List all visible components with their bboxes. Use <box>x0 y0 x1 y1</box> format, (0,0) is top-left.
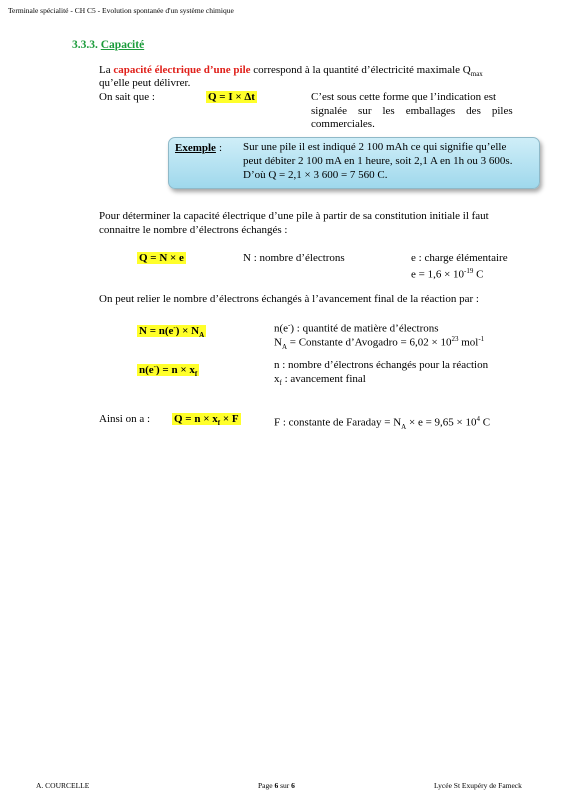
known-note <box>311 91 529 132</box>
section-number: 3.3.3. <box>72 39 98 51</box>
e-value-base: e = 1,6 × 10 <box>411 268 465 281</box>
formula-n-ne-na <box>137 321 206 342</box>
page-header: Terminale spécialité - CH C5 - Evolution spontanée d'un système chimique <box>8 6 234 15</box>
intro-line-2: qu’elle peut délivrer. <box>99 77 191 89</box>
example-colon: : <box>219 142 223 154</box>
relate-text: On peut relier le nombre d’électrons échangés à l’avancement final de la réaction par : <box>99 293 479 305</box>
e-value-unit: C <box>473 268 484 281</box>
f4-sub: f <box>217 419 221 428</box>
known-note-line-2: signalée sur les emballages des piles <box>311 104 513 117</box>
e-value <box>411 265 483 282</box>
footer-page <box>258 781 295 790</box>
intro-rest: correspond à la quantité d’électricité maximale Q <box>250 64 471 76</box>
formula-q-n-e <box>137 252 186 266</box>
na-def-a: N <box>274 336 282 349</box>
formula-ne-n-xf <box>137 360 199 381</box>
formula-q-i-dt-text: Q = I × Δt <box>208 91 255 103</box>
faraday-def-b: × e = 9,65 × 10 <box>406 416 477 429</box>
footer-page-b: sur <box>278 781 292 790</box>
f3-sup: - <box>153 362 157 370</box>
final-label: Ainsi on a : <box>99 413 151 425</box>
na-def-c: mol <box>458 336 479 349</box>
f3-part-a: n(e <box>139 363 154 376</box>
determine-line-2: connaitre le nombre d’électrons échangés : <box>99 224 288 236</box>
example-text <box>243 141 533 182</box>
formula-q-n-e-text: Q = N × e <box>139 252 184 264</box>
formula-q-n-xf-f <box>172 413 241 431</box>
xf-def-a: x <box>274 373 280 385</box>
footer-page-total: 6 <box>291 781 295 790</box>
f4-part-a: Q = n × x <box>174 413 218 425</box>
determine-line-1: Pour déterminer la capacité électrique d’une pile à partir de sa constitution initiale il faut <box>99 210 489 222</box>
faraday-definition <box>274 413 490 434</box>
faraday-def-c: C <box>479 416 491 429</box>
formula-ne-n-xf-text <box>137 364 199 376</box>
example-box <box>168 137 540 189</box>
example-text-line-2: peut débiter 2 100 mA en 1 heure, soit 2,1 A en 1h ou 3 600s. <box>243 154 513 167</box>
n-definition: N : nombre d’électrons <box>243 252 345 264</box>
f2-part-b: ) × N <box>175 324 200 337</box>
f2-sub: A <box>199 330 205 339</box>
n-electrons-definition: n : nombre d’électrons échangés pour la réaction <box>274 359 489 371</box>
intro-sub: max <box>470 70 483 79</box>
intro-prefix: La <box>99 64 114 76</box>
f3-sub: f <box>194 369 198 378</box>
formula-q-i-dt <box>206 91 257 105</box>
na-def-exp: 23 <box>451 335 459 343</box>
na-def-b: = Constante d’Avogadro = 6,02 × 10 <box>287 336 452 349</box>
section-heading <box>72 39 144 51</box>
ne-def-sup: - <box>288 321 291 329</box>
footer-page-num: 6 <box>274 781 279 790</box>
formula-n-ne-na-text <box>137 325 206 337</box>
faraday-def-exp: 4 <box>476 415 480 423</box>
ne-def-b: ) : quantité de matière d’électrons <box>290 322 439 335</box>
na-def-sub: A <box>281 342 288 351</box>
intro-highlight: capacité électrique d’une pile <box>113 64 251 76</box>
ne-def-a: n(e <box>274 322 289 335</box>
known-label: On sait que : <box>99 91 155 103</box>
xf-def-b: : avancement final <box>281 373 366 385</box>
na-def-exp2: -1 <box>478 335 485 343</box>
f2-part-a: N = n(e <box>139 324 174 337</box>
e-definition: e : charge élémentaire <box>411 252 508 264</box>
f3-part-b: ) = n × x <box>156 363 195 376</box>
known-note-line-1: C’est sous cette forme que l’indication est <box>311 91 497 103</box>
example-label: Exemple <box>175 142 216 154</box>
na-definition <box>274 333 484 354</box>
faraday-def-a: F : constante de Faraday = N <box>274 416 402 429</box>
footer-author: A. COURCELLE <box>36 781 90 790</box>
f4-part-b: × F <box>220 413 239 425</box>
example-text-line-3: D’où Q = 2,1 × 3 600 = 7 560 C. <box>243 168 388 181</box>
example-text-line-1: Sur une pile il est indiqué 2 100 mAh ce qui signifie qu’elle <box>243 141 507 153</box>
faraday-def-sub: A <box>401 422 407 431</box>
xf-def-sub: f <box>279 379 282 388</box>
section-title: Capacité <box>100 39 145 51</box>
footer-page-a: Page <box>258 781 275 790</box>
footer-school: Lycée St Exupéry de Fameck <box>434 781 522 790</box>
known-note-line-3: commerciales. <box>311 118 375 130</box>
e-value-exp: -19 <box>464 267 474 275</box>
f2-sup: - <box>173 323 176 331</box>
formula-q-n-xf-f-text <box>172 413 241 428</box>
xf-definition <box>274 373 366 391</box>
